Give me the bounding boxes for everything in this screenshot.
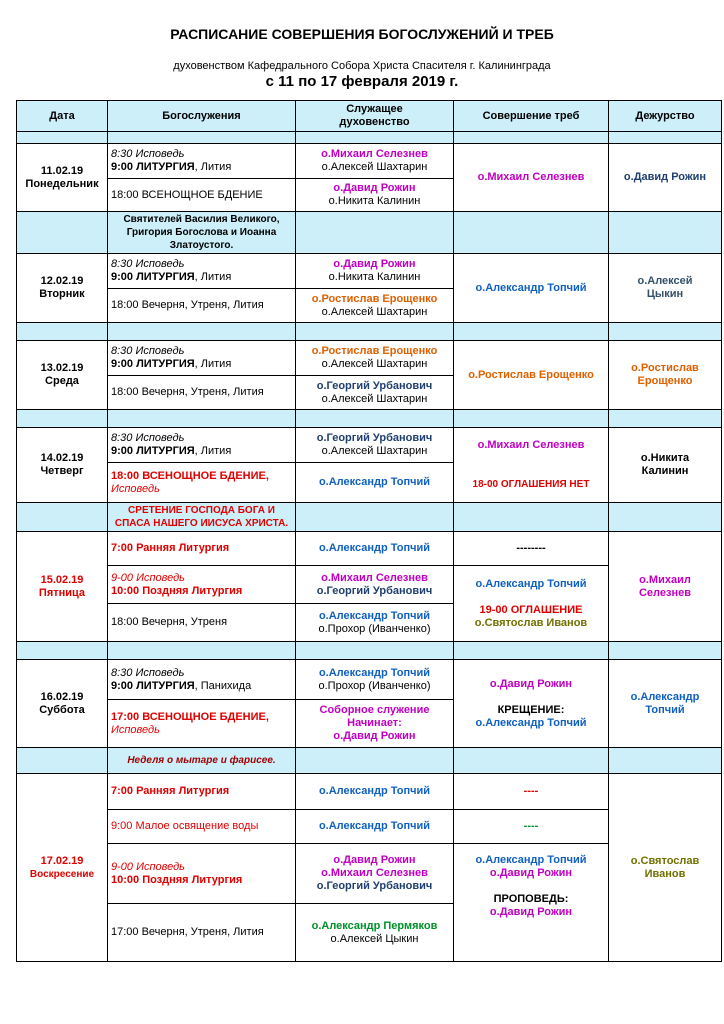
table-row [17,144,722,179]
clergy-cell: о.Георгий Урбанович о.Алексей Шахтарин [296,428,454,463]
clergy-cell: о.Александр Топчий о.Прохор (Иванченко) [296,660,454,700]
col-duty: Дежурство [609,101,722,132]
service-cell: 8:30 Исповедь 9:00 ЛИТУРГИЯ, Лития [108,341,296,376]
separator-row [17,323,722,341]
duty-cell: о.Никита Калинин [609,428,722,503]
date-cell: 14.02.19 Четверг [17,428,108,503]
service-cell: 18:00 Вечерня, Утреня, Лития [108,376,296,410]
duty-cell: о.Святослав Иванов [609,774,722,962]
rites-cell: о.Ростислав Ерощенко [454,341,609,410]
separator-row [17,642,722,660]
clergy-cell: о.Георгий Урбанович о.Алексей Шахтарин [296,376,454,410]
rites-cell: о.Александр Топчий о.Давид Рожин ПРОПОВЕДЬ: о.Давид Рожин [454,844,609,962]
clergy-cell: о.Давид Рожин о.Михаил Селезнев о.Георгий Урбанович [296,844,454,904]
table-row [17,341,722,376]
document-subtitle: духовенством Кафедрального Собора Христа Спасителя г. Калининграда [173,60,551,72]
table-row [17,532,722,566]
feast-label: Неделя о мытаре и фарисее. [108,748,296,774]
separator-row [17,410,722,428]
date-cell: 15.02.19 Пятница [17,532,108,642]
rites-cell: -------- [454,532,609,566]
date-cell: 12.02.19 Вторник [17,254,108,323]
service-cell: 8:30 Исповедь 9:00 ЛИТУРГИЯ, Панихида [108,660,296,700]
clergy-cell: о.Ростислав Ерощенко о.Алексей Шахтарин [296,341,454,376]
table-row [17,254,722,289]
service-cell: 8:30 Исповедь 9:00 ЛИТУРГИЯ, Лития [108,428,296,463]
feast-row [17,212,722,254]
rites-cell: о.Давид Рожин КРЕЩЕНИЕ: о.Александр Топчий [454,660,609,748]
clergy-cell: о.Александр Топчий о.Прохор (Иванченко) [296,604,454,642]
clergy-cell: о.Александр Топчий [296,532,454,566]
duty-cell: о.Александр Топчий [609,660,722,748]
feast-row [17,503,722,532]
service-cell: 18:00 ВСЕНОЩНОЕ БДЕНИЕ, Исповедь [108,463,296,503]
document-date-range: с 11 по 17 февраля 2019 г. [265,73,459,90]
service-cell: 18:00 Вечерня, Утреня, Лития [108,289,296,323]
service-cell: 18:00 Вечерня, Утреня [108,604,296,642]
col-rites: Совершение треб [454,101,609,132]
service-cell: 18:00 ВСЕНОЩНОЕ БДЕНИЕ [108,179,296,212]
table-row [17,428,722,463]
clergy-cell: о.Давид Рожин о.Никита Калинин [296,254,454,289]
service-cell: 17:00 Вечерня, Утреня, Лития [108,904,296,962]
date-cell: 17.02.19 Воскресение [17,774,108,962]
col-clergy: Служащее духовенство [296,101,454,132]
clergy-cell: о.Ростислав Ерощенко о.Алексей Шахтарин [296,289,454,323]
table-header-row [17,101,722,132]
col-services: Богослужения [108,101,296,132]
rites-cell: о.Михаил Селезнев [454,144,609,212]
service-cell: 7:00 Ранняя Литургия [108,774,296,810]
feast-label: Святителей Василия Великого, Григория Богослова и Иоанна Златоустого. [108,212,296,254]
date-cell: 16.02.19 Суббота [17,660,108,748]
rites-cell: ---- [454,774,609,810]
clergy-cell: о.Александр Топчий [296,463,454,503]
clergy-cell: о.Александр Топчий [296,810,454,844]
date-cell: 11.02.19 Понедельник [17,144,108,212]
duty-cell: о.Михаил Селезнев [609,532,722,642]
clergy-cell: Соборное служение Начинает: о.Давид Рожин [296,700,454,748]
service-cell: 7:00 Ранняя Литургия [108,532,296,566]
rites-cell: о.Александр Топчий [454,254,609,323]
rites-cell: ---- [454,810,609,844]
duty-cell: о.Давид Рожин [609,144,722,212]
schedule-table [16,100,722,962]
feast-row [17,748,722,774]
col-date: Дата [17,101,108,132]
service-cell: 9:00 Малое освящение воды [108,810,296,844]
service-cell: 17:00 ВСЕНОЩНОЕ БДЕНИЕ, Исповедь [108,700,296,748]
clergy-cell: о.Михаил Селезнев о.Алексей Шахтарин [296,144,454,179]
duty-cell: о.Алексей Цыкин [609,254,722,323]
clergy-cell: о.Давид Рожин о.Никита Калинин [296,179,454,212]
table-row [17,774,722,810]
clergy-cell: о.Александр Пермяков о.Алексей Цыкин [296,904,454,962]
service-cell: 8:30 Исповедь 9:00 ЛИТУРГИЯ, Лития [108,144,296,179]
service-cell: 8:30 Исповедь 9:00 ЛИТУРГИЯ, Лития [108,254,296,289]
rites-cell: о.Александр Топчий 19-00 ОГЛАШЕНИЕ о.Святослав Иванов [454,566,609,642]
feast-label: СРЕТЕНИЕ ГОСПОДА БОГА И СПАСА НАШЕГО ИИСУСА ХРИСТА. [108,503,296,532]
date-cell: 13.02.19 Среда [17,341,108,410]
duty-cell: о.Ростислав Ерощенко [609,341,722,410]
service-cell: 9-00 Исповедь 10:00 Поздняя Литургия [108,844,296,904]
separator-row [17,132,722,144]
clergy-cell: о.Александр Топчий [296,774,454,810]
document-title: РАСПИСАНИЕ СОВЕРШЕНИЯ БОГОСЛУЖЕНИЙ И ТРЕБ [170,26,554,42]
clergy-cell: о.Михаил Селезнев о.Георгий Урбанович [296,566,454,604]
table-row [17,660,722,700]
service-cell: 9-00 Исповедь 10:00 Поздняя Литургия [108,566,296,604]
rites-cell: о.Михаил Селезнев 18-00 ОГЛАШЕНИЯ НЕТ [454,428,609,503]
